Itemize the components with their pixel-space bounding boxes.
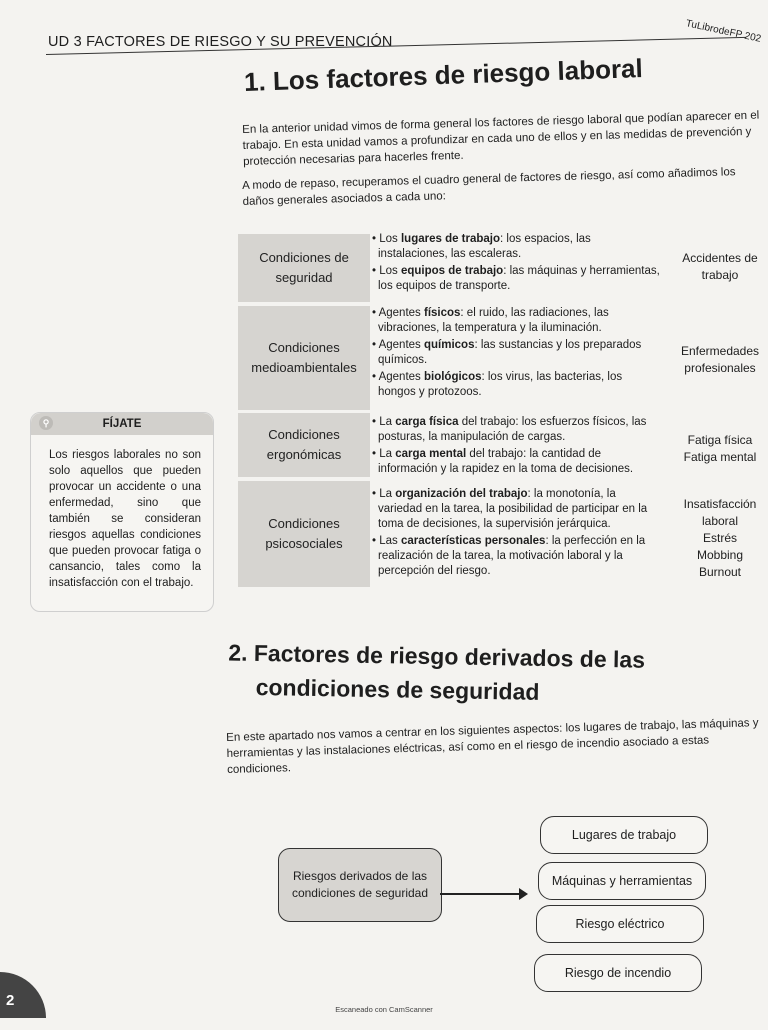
section2-title-line2: condiciones de seguridad — [255, 673, 540, 705]
consequence-list — [672, 250, 768, 284]
diagram-target-box: Riesgo eléctrico — [536, 905, 704, 943]
fijate-callout — [30, 412, 214, 612]
section2-title — [227, 635, 748, 712]
risk-factor-item: • Los lugares de trabajo: los espacios, las instalaciones, las escaleras. — [372, 233, 591, 260]
diagram-source-box: Riesgos derivados de las condiciones de seguridad — [278, 848, 442, 922]
unit-header: UD 3 FACTORES DE RIESGO Y SU PREVENCIÓN — [48, 34, 393, 50]
section1-title: 1. Los factores de riesgo laboral — [243, 53, 644, 97]
section1-paragraph-2: A modo de repaso, recuperamos el cuadro general de factores de riesgo, así como añadimos los daños generales asociados a cada uno: — [242, 166, 736, 208]
risk-factor-item: • La carga física del trabajo: los esfuerzos físicos, las posturas, la manipulación de cargas. — [372, 416, 647, 443]
diagram-arrow — [440, 893, 522, 895]
risk-factor-list — [370, 487, 662, 581]
risk-factor-item: • La carga mental del trabajo: la cantidad de información y la rapidez en la toma de decisiones. — [372, 448, 634, 475]
risk-category-label: Condiciones medioambientales — [238, 306, 370, 410]
consequence-item: laboral — [701, 514, 739, 528]
risk-category-label: Condiciones psicosociales — [238, 481, 370, 587]
fijate-header — [31, 413, 213, 435]
consequence-item: trabajo — [701, 268, 739, 282]
brand-mark: TuLibrodeFP 202 — [684, 18, 763, 45]
diagram-target-box: Riesgo de incendio — [534, 954, 702, 992]
consequence-item: profesionales — [684, 361, 756, 375]
risk-factor-item: • Agentes químicos: las sustancias y los preparados químicos. — [372, 339, 642, 366]
risk-category-label: Condiciones ergonómicas — [238, 413, 370, 477]
scan-footer: Escaneado con CamScanner — [335, 1005, 433, 1014]
risk-factor-item: • Agentes biológicos: los virus, las bacterias, los hongos y protozoos. — [372, 371, 623, 398]
consequence-list — [672, 496, 768, 581]
risk-factor-list — [370, 306, 662, 402]
section2-paragraph: En este apartado nos vamos a centrar en los siguientes aspectos: los lugares de trabajo, las máquinas y herramientas y las instalaciones eléctricas, así como en el riesgo de incendio asociado a estas condiciones. — [226, 717, 759, 776]
consequence-item: Fatiga mental — [683, 450, 757, 464]
risk-factor-item: • Los equipos de trabajo: las máquinas y herramientas, los equipos de transporte. — [372, 265, 660, 292]
consequence-list — [672, 343, 768, 377]
magnifier-icon: ⚲ — [39, 416, 53, 430]
risk-factor-list — [370, 232, 662, 296]
risk-factor-item: • La organización del trabajo: la monotonía, la variedad en la tarea, la posibilidad de participar en la toma de decisiones, la supervisión jerárquica. — [372, 488, 648, 530]
section2-title-line1: 2. Factores de riesgo derivados de las — [228, 639, 646, 673]
risk-category-label: Condiciones de seguridad — [238, 234, 370, 302]
section1-paragraph-1: En la anterior unidad vimos de forma general los factores de riesgo laboral que podían aparecer en el trabajo. En esta unidad vamos a profundizar en cada uno de ellos y en las medidas de prevención y protección necesarias para hacerles frente. — [242, 109, 760, 168]
fijate-text: Los riesgos laborales no son solo aquellos que pueden provocar un accidente o una enfermedad, sino que también se consideran riesgos aquellas condiciones que pueden provocar fatiga o cansancio, tales como la insatisfacción con el trabajo. — [49, 449, 201, 589]
diagram-target-box: Lugares de trabajo — [540, 816, 708, 854]
consequence-item: Accidentes de — [682, 251, 758, 265]
diagram-target-box: Máquinas y herramientas — [538, 862, 706, 900]
risk-factor-list — [370, 415, 662, 479]
risk-factor-item: • Las características personales: la perfección en la realización de la tarea, la motivación laboral y la percepción del riesgo. — [372, 535, 646, 577]
risk-factor-item: • Agentes físicos: el ruido, las radiaciones, las vibraciones, la temperatura y la iluminación. — [372, 307, 609, 334]
consequence-item: Fatiga física — [687, 433, 753, 447]
consequence-item: Enfermedades — [680, 344, 760, 358]
consequence-item: Burnout — [698, 565, 742, 579]
consequence-list — [672, 432, 768, 466]
page-number: 2 — [0, 972, 46, 1018]
fijate-title: FÍJATE — [102, 418, 142, 430]
consequence-item: Mobbing — [696, 548, 744, 562]
consequence-item: Estrés — [702, 531, 737, 545]
consequence-item: Insatisfacción — [683, 497, 757, 511]
